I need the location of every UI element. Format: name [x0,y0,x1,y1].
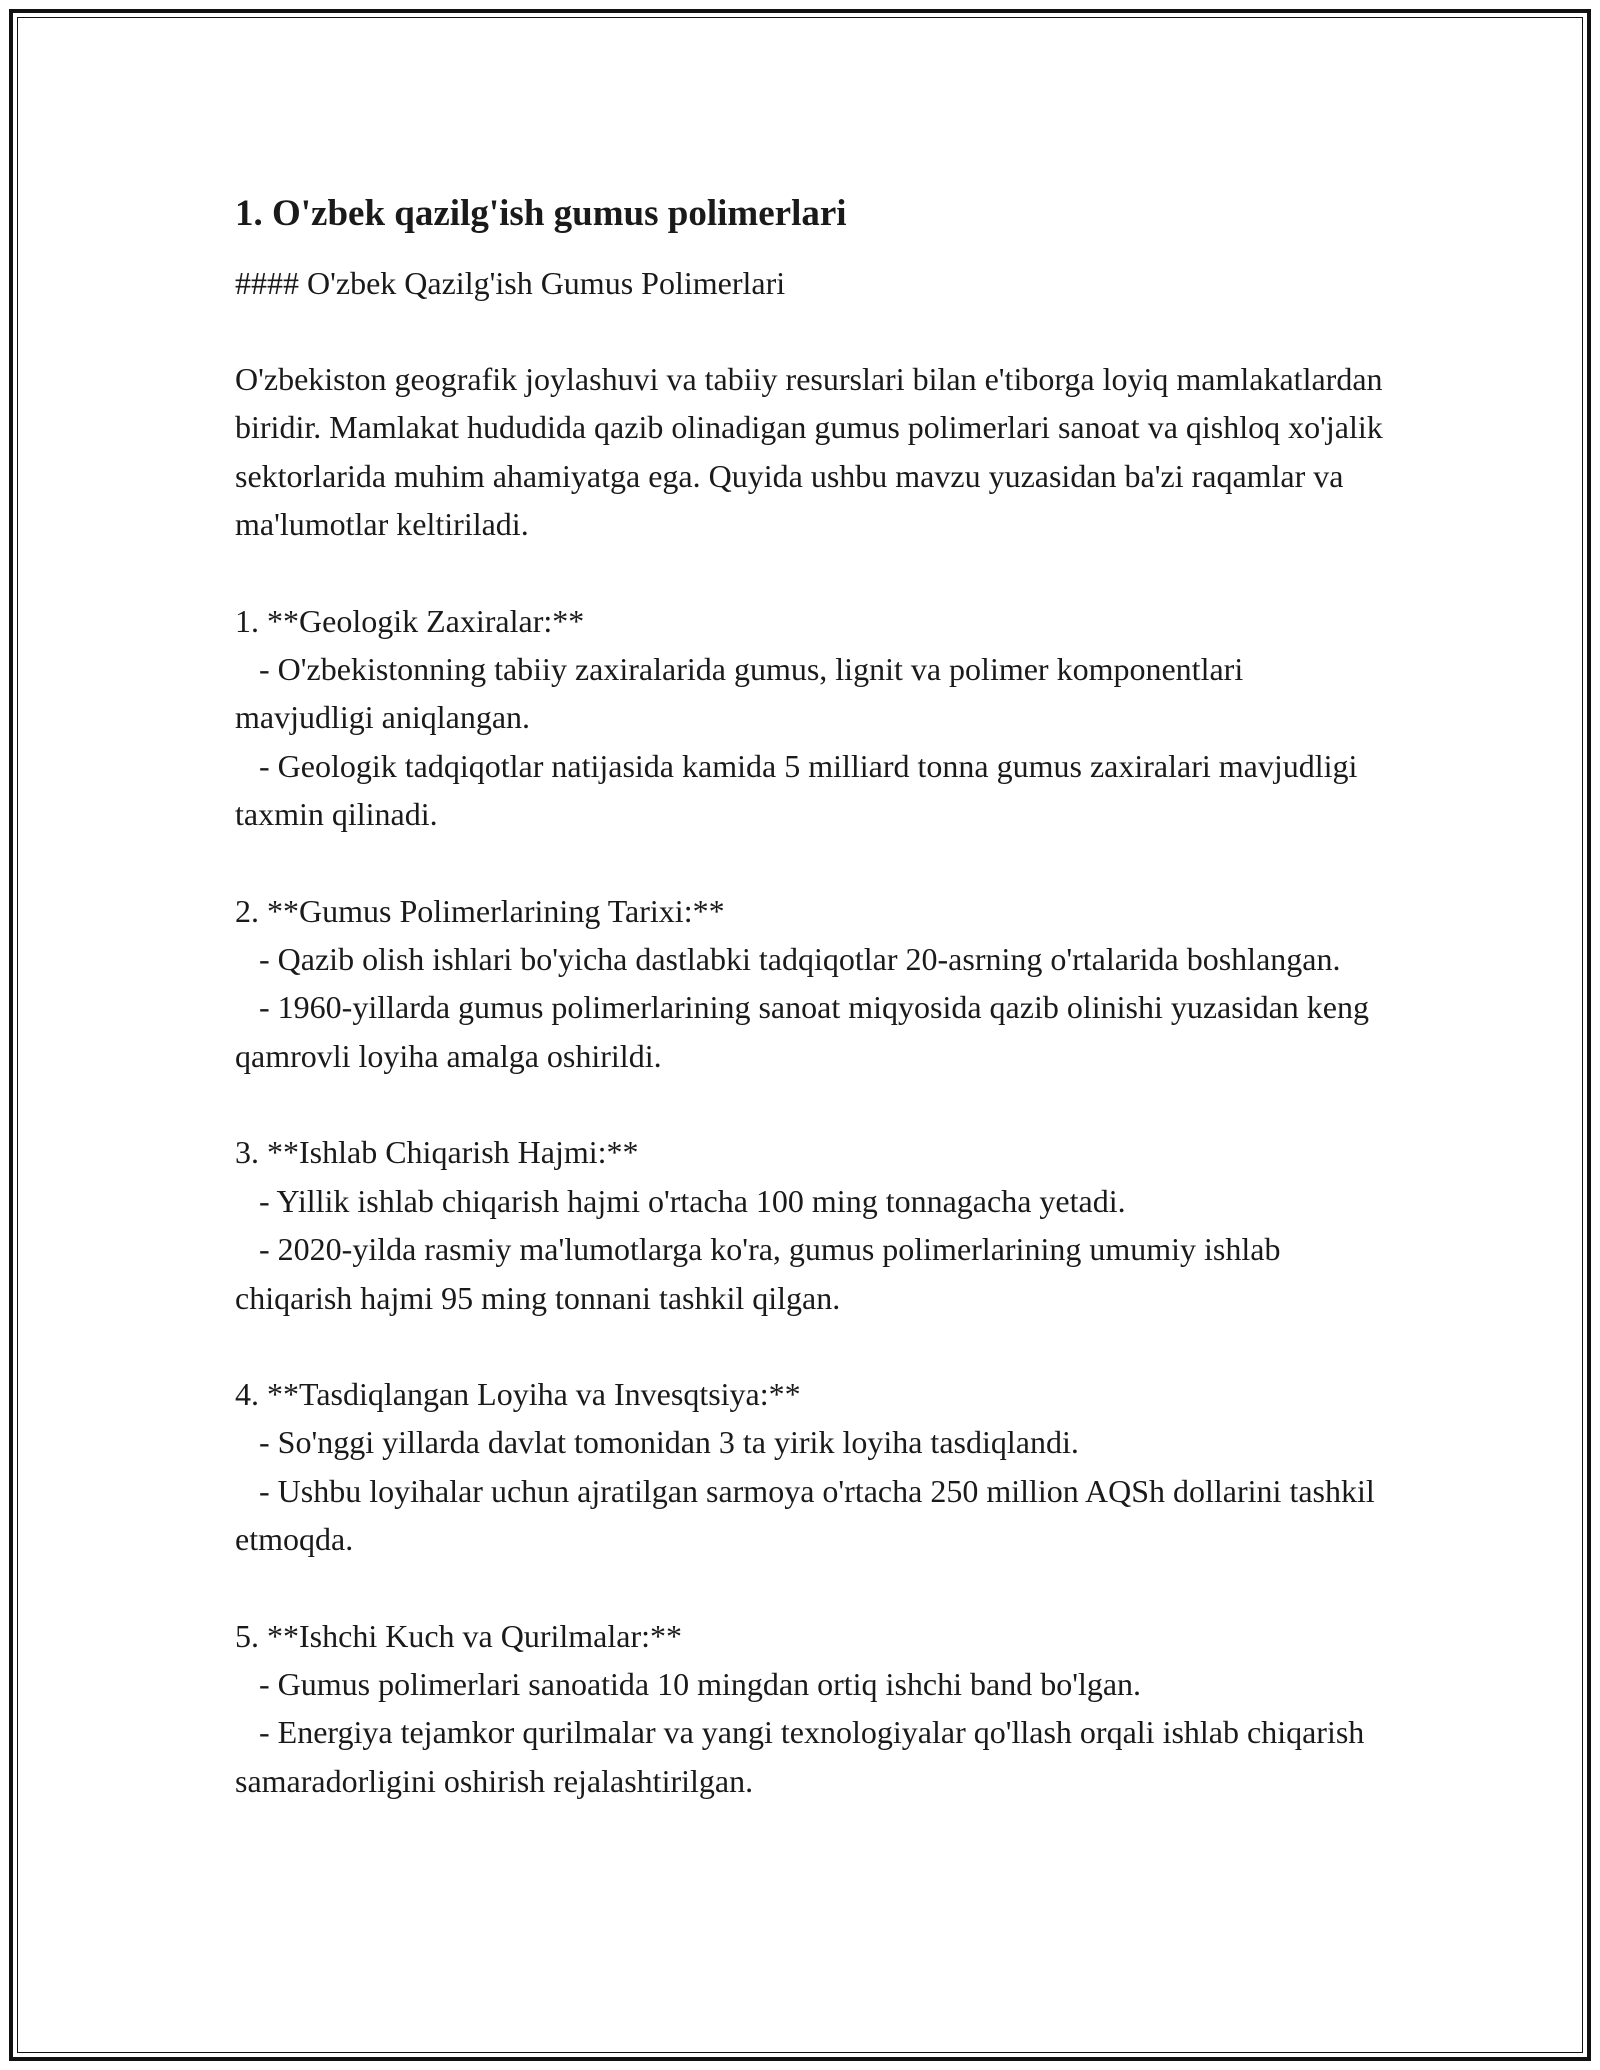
section-heading: 4. **Tasdiqlangan Loyiha va Invesqtsiya:** [235,1375,801,1412]
bullet-item: - 2020-yilda rasmiy ma'lumotlarga ko'ra, gumus polimerlarining umumiy ishlab chiqarish hajmi 95 ming tonnani tashkil qilgan. [235,1231,1289,1316]
bullet-item: - Energiya tejamkor qurilmalar va yangi texnologiyalar qo'llash orqali ishlab chiqarish samaradorligini oshirish rejalashtirilgan. [235,1714,1373,1799]
section-heading: 2. **Gumus Polimerlarining Tarixi:** [235,892,725,929]
document-subheading: #### O'zbek Qazilg'ish Gumus Polimerlari [235,265,786,301]
bullet-item: - O'zbekistonning tabiiy zaxiralarida gumus, lignit va polimer komponentlari mavjudligi aniqlangan. [235,651,1252,736]
section-heading: 1. **Geologik Zaxiralar:** [235,602,585,639]
section-heading: 5. **Ishchi Kuch va Qurilmalar:** [235,1617,682,1654]
bullet-item: - Yillik ishlab chiqarish hajmi o'rtacha 100 ming tonnagacha yetadi. [235,1182,1126,1219]
bullet-item: - So'nggi yillarda davlat tomonidan 3 ta yirik loyiha tasdiqlandi. [235,1424,1079,1461]
section-loyiha-investitsiya [235,1370,1385,1564]
section-gumus-tarixi [235,887,1385,1081]
intro-paragraph: O'zbekiston geografik joylashuvi va tabiiy resurslari bilan e'tiborga loyiq mamlakatlardan biridir. Mamlakat hududida qazib olinadigan gumus polimerlari sanoat va qishloq xo'jalik sektorlarida muhim ahamiyatga ega. Quyida ushbu mavzu yuzasidan ba'zi raqamlar va ma'lumotlar keltiriladi. [235,361,1383,543]
document-body [235,186,1385,1805]
section-ishlab-chiqarish-hajmi [235,1128,1385,1322]
section-heading: 3. **Ishlab Chiqarish Hajmi:** [235,1134,639,1171]
document-title: 1. O'zbek qazilg'ish gumus polimerlari [235,193,847,234]
bullet-item: - Gumus polimerlari sanoatida 10 mingdan ortiq ishchi band bo'lgan. [235,1665,1142,1702]
section-geologik-zaxiralar [235,597,1385,839]
bullet-item: - 1960-yillarda gumus polimerlarining sanoat miqyosida qazib olinishi yuzasidan keng qamrovli loyiha amalga oshirildi. [235,989,1377,1074]
bullet-item: - Ushbu loyihalar uchun ajratilgan sarmoya o'rtacha 250 million AQSh dollarini tashkil etmoqda. [235,1472,1383,1558]
bullet-item: - Geologik tadqiqotlar natijasida kamida 5 milliard tonna gumus zaxiralari mavjudligi taxmin qilinadi. [235,747,1366,833]
bullet-item: - Qazib olish ishlari bo'yicha dastlabki tadqiqotlar 20-asrning o'rtalarida boshlangan. [235,941,1341,978]
section-ishchi-kuch [235,1612,1385,1806]
